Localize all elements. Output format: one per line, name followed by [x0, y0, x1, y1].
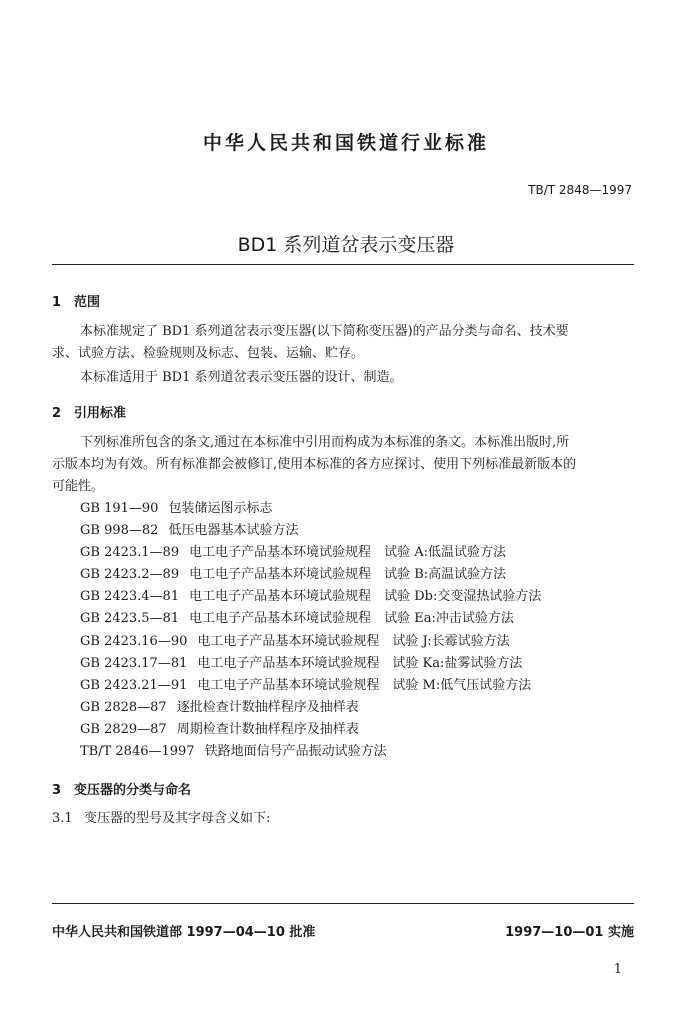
reference-item [80, 520, 541, 542]
section-2-number: 2 [52, 406, 62, 421]
section-3-number: 3 [52, 783, 62, 798]
title-divider [52, 264, 634, 265]
reference-title: 电工电子产品基本环境试验规程 试验 Db:交变湿热试验方法 [189, 589, 542, 605]
section-2-intro-line-3: 可能性。 [52, 479, 105, 494]
reference-title: 低压电器基本试验方法 [168, 523, 299, 539]
standard-category-title: 中华人民共和国铁道行业标准 [202, 132, 489, 154]
reference-code: GB 2828—87 [80, 699, 167, 715]
reference-title: 逐批检查计数抽样程序及抽样表 [176, 699, 359, 715]
reference-item [80, 631, 541, 653]
reference-code: GB 998—82 [80, 523, 159, 539]
section-2-intro-line-1: 下列标准所包含的条文,通过在本标准中引用而构成为本标准的条文。本标准出版时,所 [80, 435, 570, 450]
reference-title: 电工电子产品基本环境试验规程 试验 J:长霉试验方法 [197, 633, 510, 649]
reference-title: 包装储运图示标志 [168, 501, 273, 516]
reference-code: GB 2423.4—81 [80, 589, 180, 605]
reference-code: GB 2423.16—90 [80, 633, 188, 649]
section-2-intro-line-2: 示版本均为有效。所有标准都会被修订,使用本标准的各方应探讨、使用下列标准最新版本的 [52, 457, 577, 472]
effective-date: 1997—10—01 实施 [505, 925, 634, 940]
reference-item [80, 697, 541, 719]
reference-title: 电工电子产品基本环境试验规程 试验 Ka:盐雾试验方法 [197, 655, 523, 671]
reference-code: GB 2423.2—89 [80, 567, 180, 583]
section-1-paragraph-1-line-2: 求、试验方法、检验规则及标志、包装、运输、贮存。 [52, 346, 365, 361]
section-1-paragraph-1-line-1: 本标准规定了 BD1 系列道岔表示变压器(以下简称变压器)的产品分类与命名、技术要 [80, 324, 569, 339]
section-3-heading [52, 779, 191, 798]
reference-code: GB 2423.5—81 [80, 611, 180, 627]
reference-code: GB 2423.1—89 [80, 545, 180, 561]
reference-list [80, 498, 541, 763]
reference-code: TB/T 2846—1997 [80, 744, 195, 760]
approval-statement: 中华人民共和国铁道部 1997—04—10 批准 [52, 925, 316, 940]
reference-code: GB 2829—87 [80, 721, 167, 737]
reference-code: GB 191—90 [80, 501, 159, 516]
subsection-3-1 [52, 808, 270, 830]
reference-item [80, 608, 541, 630]
section-1-paragraph-2: 本标准适用于 BD1 系列道岔表示变压器的设计、制造。 [80, 370, 403, 385]
reference-code: GB 2423.17—81 [80, 655, 188, 671]
reference-title: 电工电子产品基本环境试验规程 试验 M:低气压试验方法 [197, 677, 532, 693]
subsection-3-1-number: 3.1 [52, 811, 73, 826]
section-1-heading [52, 291, 100, 310]
section-2-title: 引用标准 [74, 406, 127, 421]
reference-item [80, 586, 541, 608]
reference-title: 铁路地面信号产品振动试验方法 [204, 744, 387, 760]
reference-item [80, 741, 541, 763]
reference-item [80, 564, 541, 586]
reference-item [80, 719, 541, 741]
reference-item [80, 542, 541, 564]
section-2-heading [52, 402, 126, 421]
subsection-3-1-text: 变压器的型号及其字母含义如下: [84, 811, 271, 826]
page-number: 1 [613, 962, 622, 977]
section-1-number: 1 [52, 295, 62, 310]
reference-item [80, 498, 541, 520]
reference-title: 电工电子产品基本环境试验规程 试验 B:高温试验方法 [189, 567, 507, 583]
reference-item [80, 653, 541, 675]
reference-item [80, 675, 541, 697]
reference-title: 电工电子产品基本环境试验规程 试验 A:低温试验方法 [189, 545, 507, 561]
footer-divider [52, 903, 634, 904]
section-1-title: 范围 [74, 295, 101, 310]
standard-code: TB/T 2848—1997 [528, 183, 632, 197]
reference-code: GB 2423.21—91 [80, 677, 188, 693]
section-3-title: 变压器的分类与命名 [74, 783, 192, 798]
reference-title: 电工电子产品基本环境试验规程 试验 Ea:冲击试验方法 [189, 611, 514, 627]
document-title: BD1 系列道岔表示变压器 [237, 234, 455, 256]
reference-title: 周期检查计数抽样程序及抽样表 [176, 721, 359, 737]
